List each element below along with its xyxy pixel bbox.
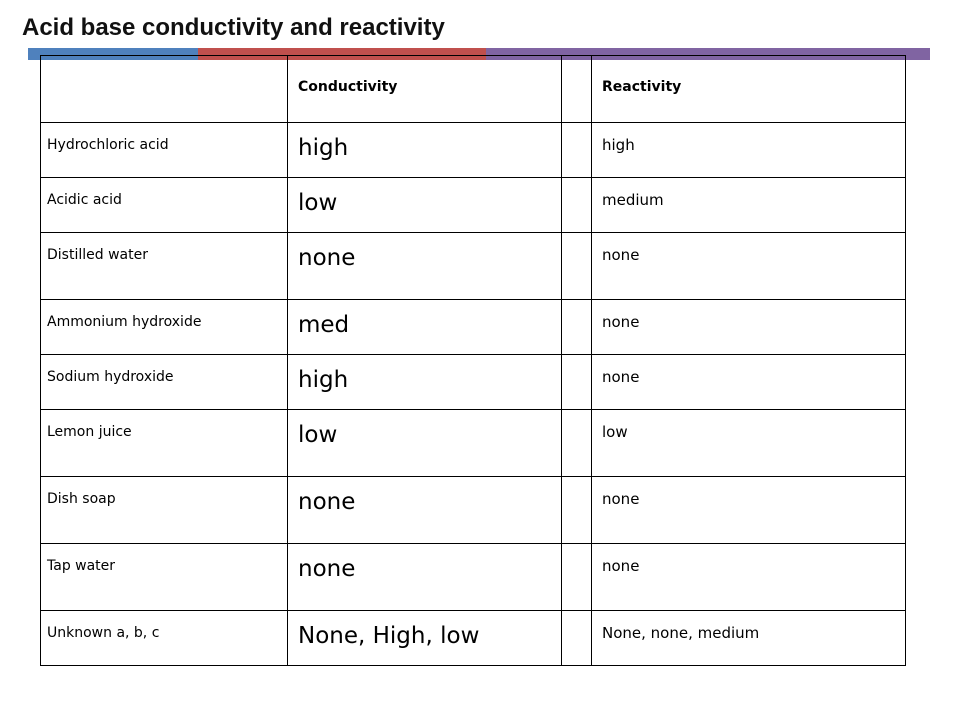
reactivity-cell: None, none, medium (592, 611, 906, 666)
table-row (41, 410, 906, 477)
spacer-cell (562, 233, 592, 300)
table-row (41, 300, 906, 355)
reactivity-cell: none (592, 544, 906, 611)
spacer-cell (562, 611, 592, 666)
substance-cell: Acidic acid (41, 178, 288, 233)
conductivity-cell: high (288, 355, 562, 410)
header-conductivity: Conductivity (288, 56, 562, 123)
page-title: Acid base conductivity and reactivity (22, 14, 445, 41)
conductivity-cell: none (288, 544, 562, 611)
spacer-cell (562, 477, 592, 544)
substance-cell: Dish soap (41, 477, 288, 544)
conductivity-cell: None, High, low (288, 611, 562, 666)
header-corner-cell (41, 56, 288, 123)
results-table (40, 55, 906, 666)
table-row (41, 355, 906, 410)
table-row (41, 178, 906, 233)
spacer-cell (562, 355, 592, 410)
reactivity-cell: low (592, 410, 906, 477)
reactivity-cell: high (592, 123, 906, 178)
table-row (41, 611, 906, 666)
substance-cell: Hydrochloric acid (41, 123, 288, 178)
conductivity-cell: none (288, 477, 562, 544)
substance-cell: Sodium hydroxide (41, 355, 288, 410)
substance-cell: Unknown a, b, c (41, 611, 288, 666)
table-row (41, 477, 906, 544)
table-row (41, 233, 906, 300)
substance-cell: Lemon juice (41, 410, 288, 477)
spacer-cell (562, 300, 592, 355)
conductivity-cell: low (288, 410, 562, 477)
conductivity-cell: none (288, 233, 562, 300)
reactivity-cell: medium (592, 178, 906, 233)
substance-cell: Distilled water (41, 233, 288, 300)
conductivity-cell: low (288, 178, 562, 233)
substance-cell: Ammonium hydroxide (41, 300, 288, 355)
spacer-cell (562, 178, 592, 233)
header-spacer-cell (562, 56, 592, 123)
header-reactivity: Reactivity (592, 56, 906, 123)
conductivity-cell: high (288, 123, 562, 178)
table-row (41, 544, 906, 611)
table-row (41, 123, 906, 178)
table-header-row (41, 56, 906, 123)
spacer-cell (562, 123, 592, 178)
reactivity-cell: none (592, 477, 906, 544)
spacer-cell (562, 410, 592, 477)
substance-cell: Tap water (41, 544, 288, 611)
spacer-cell (562, 544, 592, 611)
reactivity-cell: none (592, 300, 906, 355)
reactivity-cell: none (592, 233, 906, 300)
reactivity-cell: none (592, 355, 906, 410)
conductivity-cell: med (288, 300, 562, 355)
